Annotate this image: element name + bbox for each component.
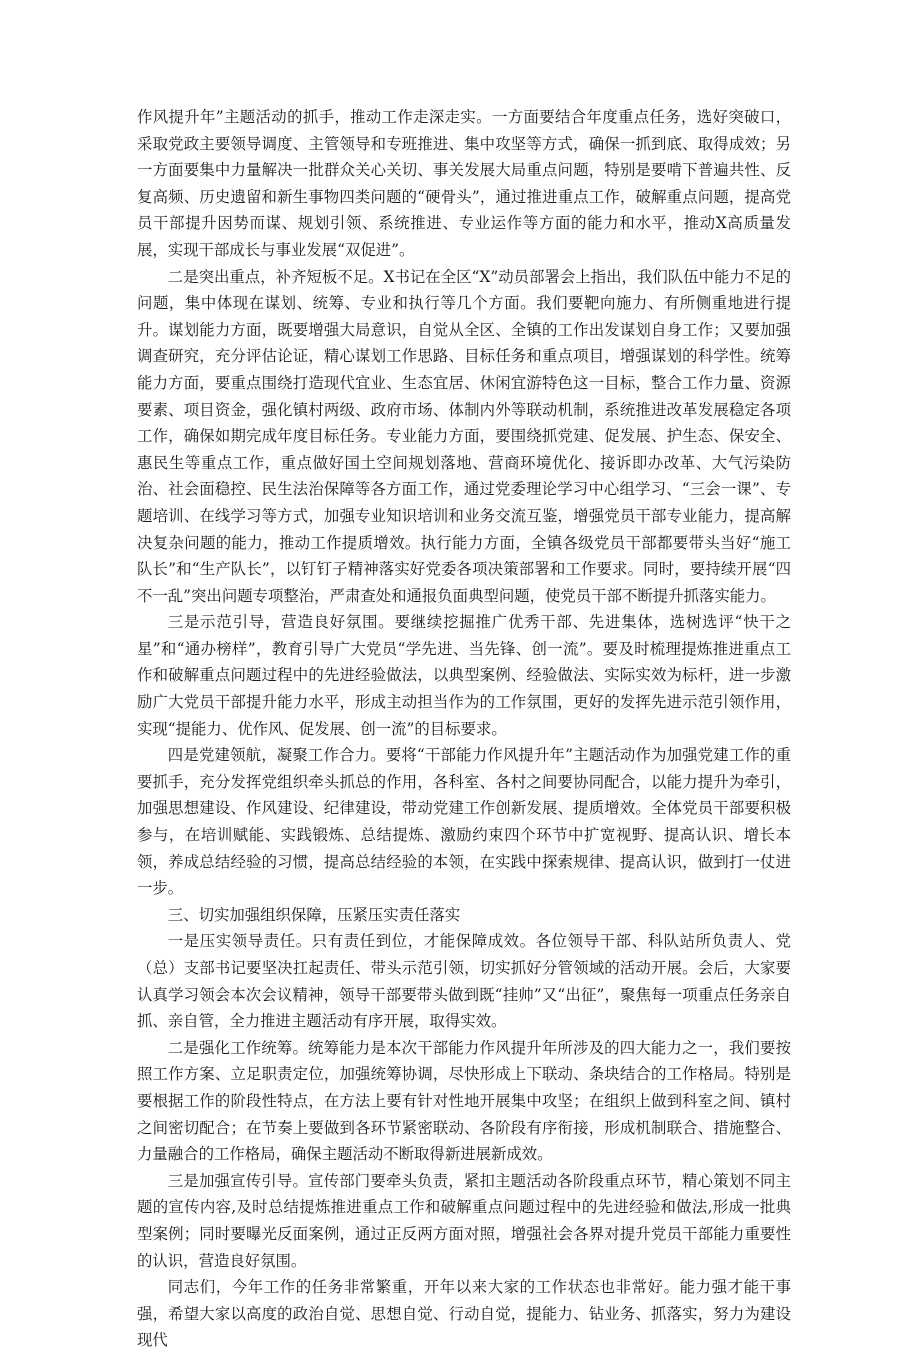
section-heading: 三、切实加强组织保障，压紧压实责任落实 bbox=[167, 905, 461, 924]
paragraph-7: 三是加强宣传引导。宣传部门要牵头负责，紧扣主题活动各阶段重点环节，精心策划不同主题的宣传内容,及时总结提炼推进重点工作和破解重点问题过程中的先进经验和做法,形成一批典型案例；同时要曝光反面案例，通过正反两方面对照，增强社会各界对提升党员干部能力重要性的认识，营造良好氛围。 bbox=[137, 1171, 791, 1270]
paragraph-3: 三是示范引导，营造良好氛围。要继续挖掘推广优秀干部、先进集体，选树选评“快干之星”和“通办榜样”，教育引导广大党员“学先进、当先锋、创一流”。要及时梳理提炼推进重点工作和破解重点问题过程中的先进经验做法，以典型案例、经验做法、实际实效为标杆，进一步激励广大党员干部提升能力水平，形成主动担当作为的工作氛围，更好的发挥先进示范引领作用，实现“提能力、优作风、促发展、创一流”的目标要求。 bbox=[137, 613, 791, 738]
paragraph-5: 一是压实领导责任。只有责任到位，才能保障成效。各位领导干部、科队站所负责人、党（总）支部书记要坚决扛起责任、带头示范引领，切实抓好分管领域的活动开展。会后，大家要认真学习领会本次会议精神，领导干部要带头做到既“挂帅”又“出征”，聚焦每一项重点任务亲自抓、亲自管，全力推进主题活动有序开展，取得实效。 bbox=[137, 932, 791, 1031]
paragraph-6: 二是强化工作统筹。统筹能力是本次干部能力作风提升年所涉及的四大能力之一，我们要按照工作方案、立足职责定位，加强统筹协调，尽快形成上下联动、条块结合的工作格局。特别是要根据工作的阶段性特点，在方法上要有针对性地开展集中攻坚；在组织上做到科室之间、镇村之间密切配合；在节奏上要做到各环节紧密联动、各阶段有序衔接，形成机制联合、措施整合、力量融合的工作格局，确保主题活动不断取得新进展新成效。 bbox=[137, 1038, 791, 1164]
paragraph-4: 四是党建领航，凝聚工作合力。要将“干部能力作风提升年”主题活动作为加强党建工作的重要抓手，充分发挥党组织牵头抓总的作用，各科室、各村之间要协同配合，以能力提升为牵引，加强思想建设、作风建设、纪律建设，带动党建工作创新发展、提质增效。全体党员干部要积极参与，在培训赋能、实践锻炼、总结提炼、激励约束四个环节中扩宽视野、提高认识、增长本领，养成总结经验的习惯，提高总结经验的本领，在实践中探索规律、提高认识，做到打一仗进一步。 bbox=[137, 746, 791, 898]
paragraph-2: 二是突出重点，补齐短板不足。X书记在全区“X”动员部署会上指出，我们队伍中能力不足的问题，集中体现在谋划、统筹、专业和执行等几个方面。我们要靶向施力、有所侧重地进行提升。谋划能力方面，既要增强大局意识，自觉从全区、全镇的工作出发谋划自身工作；又要加强调查研究，充分评估论证，精心谋划工作思路、目标任务和重点项目，增强谋划的科学性。统筹能力方面，要重点围绕打造现代宜业、生态宜居、休闲宜游特色这一目标，整合工作力量、资源要素、项目资金，强化镇村两级、政府市场、体制内外等联动机制，系统推进改革发展稳定各项工作，确保如期完成年度目标任务。专业能力方面，要围绕抓党建、促发展、护生态、保安全、惠民生等重点工作，重点做好国土空间规划落地、营商环境优化、接诉即办改革、大气污染防治、社会面稳控、民生法治保障等各方面工作，通过党委理论学习中心组学习、“三会一课”、专题培训、在线学习等方式，加强专业知识培训和业务交流互鉴，增强党员干部专业能力，提高解决复杂问题的能力，推动工作提质增效。执行能力方面，全镇各级党员干部都要带头当好“施工队长”和“生产队长”，以钉钉子精神落实好党委各项决策部署和工作要求。同时，要持续开展“四不一乱”突出问题专项整治，严肃查处和通报负面典型问题，使党员干部不断提升抓落实能力。 bbox=[137, 267, 791, 605]
paragraph-1: 作风提升年”主题活动的抓手，推动工作走深走实。一方面要结合年度重点任务，选好突破口，采取党政主要领导调度、主管领导和专班推进、集中攻坚等方式，确保一抓到底、取得成效；另一方面要集中力量解决一批群众关心关切、事关发展大局重点问题，特别是要啃下普遍共性、反复高频、历史遗留和新生事物四类问题的“硬骨头”，通过推进重点工作，破解重点问题，提高党员干部提升因势而谋、规划引领、系统推进、专业运作等方面的能力和水平，推动X高质量发展，实现干部成长与事业发展“双促进”。 bbox=[137, 108, 791, 259]
document-body bbox=[137, 104, 791, 1354]
paragraph-8: 同志们，今年工作的任务非常繁重，开年以来大家的工作状态也非常好。能力强才能干事强，希望大家以高度的政治自觉、思想自觉、行动自觉，提能力、钻业务、抓落实，努力为建设现代 bbox=[137, 1278, 791, 1350]
